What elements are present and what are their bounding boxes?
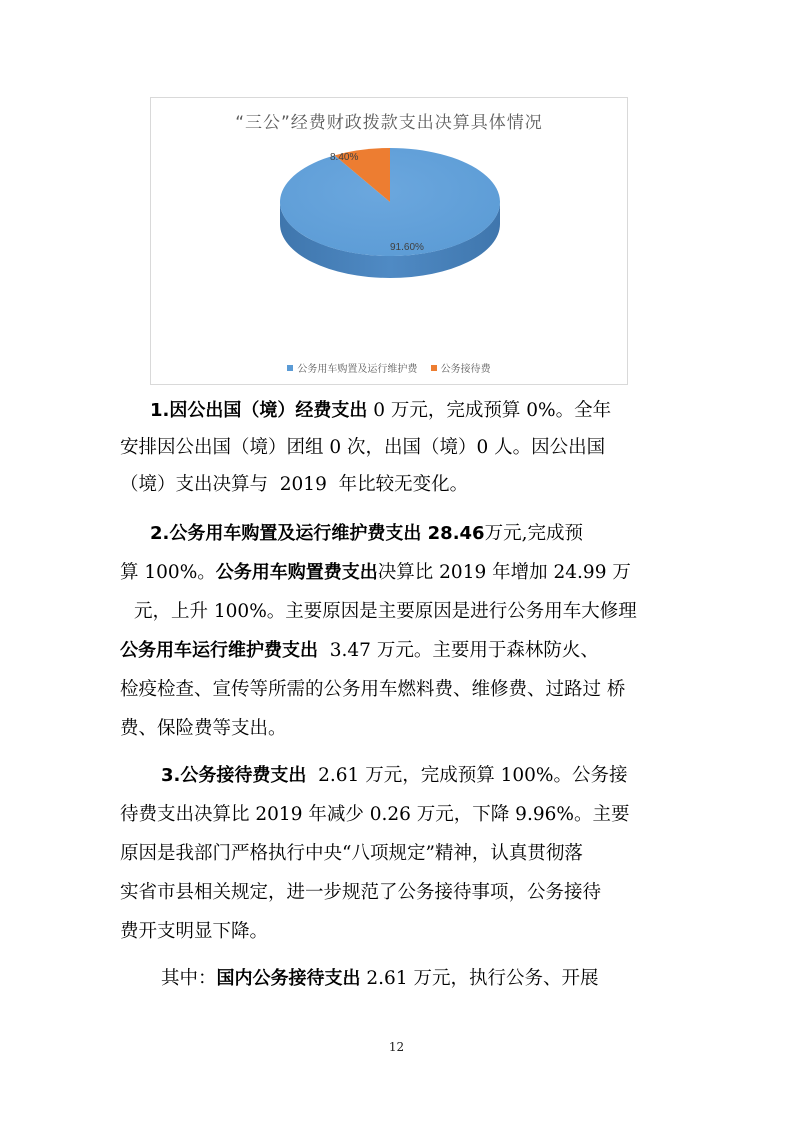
p3-line2: 待费支出决算比 2019 年减少 0.26 万元，下降 9.96%。主要 [120,804,630,825]
p2-line2 [120,558,631,588]
data-label-reception: 8.40% [330,152,359,163]
chart-legend [151,360,627,375]
p2-heading: 2.公务用车购置及运行维护费支出 [150,523,422,544]
p3-text-a: 2.61 万元，完成预算 100%。公务接 [306,765,628,786]
p1-heading: 1.因公出国（境）经费支出 [150,400,368,421]
p1-line1 [150,396,611,426]
p2-line1 [150,519,583,549]
p2-text-b1: 算 100%。 [120,562,216,583]
page-number: 12 [388,1040,405,1054]
p1-text-a: 0 万元，完成预算 0%。全年 [367,400,612,421]
p2-text-d: 3.47 万元。主要用于森林防火、 [318,640,599,661]
p1-line3: （境）支出决算与 2019 年比较无变化。 [120,474,469,495]
p2-line4 [120,636,599,666]
pie-chart-svg [151,98,629,386]
p4-heading: 国内公务接待支出 [216,968,361,989]
p4-text-b: 2.61 万元，执行公务、开展 [360,968,599,989]
p3-heading: 3.公务接待费支出 [161,765,307,786]
legend-swatch-blue [287,365,293,371]
pie-chart [150,97,628,385]
p4-line1 [161,964,598,994]
data-label-vehicle: 91.60% [390,242,424,253]
p2-text-b2: 决算比 2019 年增加 24.99 万 [377,562,631,583]
legend-item-reception [431,360,491,375]
p1-line2: 安排因公出国（境）团组 0 次，出国（境）0 人。因公出国 [120,437,606,458]
p4-text-a: 其中： [161,968,217,989]
legend-swatch-orange [431,365,437,371]
p2-line6: 费、保险费等支出。 [120,718,287,739]
p2-line5: 检疫检查、宣传等所需的公务用车燃料费、维修费、过路过 桥 [120,679,626,700]
legend-label-reception: 公务接待费 [440,364,491,375]
p2-amount: 28.46 [421,523,485,544]
p3-line1 [161,761,627,791]
p2-subheading-purchase: 公务用车购置费支出 [215,562,378,583]
p3-line4: 实省市县相关规定，进一步规范了公务接待事项，公务接待 [120,882,602,903]
legend-label-vehicle: 公务用车购置及运行维护费 [297,364,418,375]
p3-line5: 费开支明显下降。 [120,921,269,942]
p2-line3: 元，上升 100%。主要原因是主要原因是进行公务用车大修理 [134,601,637,622]
p2-subheading-maintenance: 公务用车运行维护费支出 [120,640,318,661]
legend-item-vehicle [287,360,417,375]
p2-text-a: 万元,完成预 [484,523,583,544]
p3-line3: 原因是我部门严格执行中央“八项规定”精神，认真贯彻落 [120,843,583,864]
chart-title: “三公”经费财政拨款支出决算具体情况 [235,113,543,133]
